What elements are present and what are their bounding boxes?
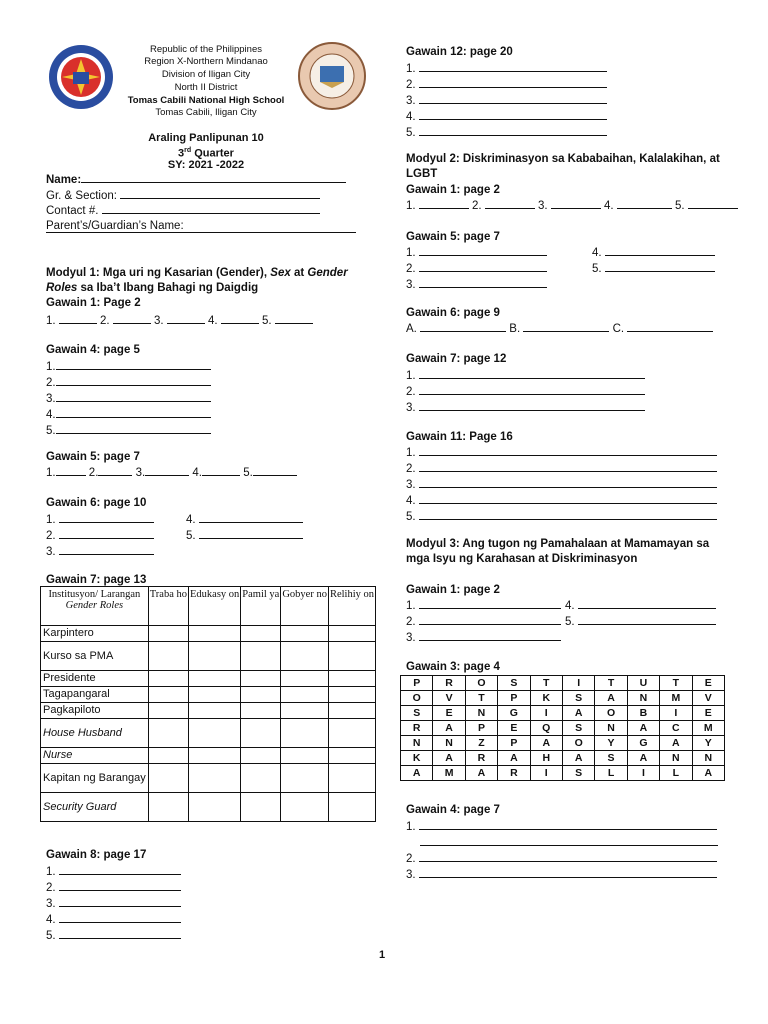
quarter-number: 3	[178, 147, 185, 160]
grid-letter[interactable]: R	[433, 676, 465, 691]
grid-letter[interactable]: T	[595, 676, 627, 691]
quarter-suffix: rd	[184, 147, 192, 154]
quarter-word: Quarter	[194, 147, 234, 160]
m2-gawain5-heading: Gawain 5: page 7	[406, 231, 500, 243]
m3-gawain1-heading: Gawain 1: page 2	[406, 584, 500, 596]
modyul1-title: Modyul 1: Mga uri ng Kasarian (Gender), Sex at Gender	[46, 267, 348, 279]
grid-letter[interactable]: P	[498, 691, 530, 706]
grid-letter[interactable]: B	[627, 706, 659, 721]
grid-row	[401, 751, 725, 766]
grid-letter[interactable]: I	[562, 676, 594, 691]
page-number: 1	[379, 949, 386, 961]
grid-letter[interactable]: G	[498, 706, 530, 721]
grid-letter[interactable]: A	[433, 751, 465, 766]
grid-letter[interactable]: S	[498, 676, 530, 691]
table-row: Kapitan ng Barangay	[41, 764, 376, 793]
m2-gawain6-heading: Gawain 6: page 9	[406, 307, 500, 319]
grid-letter[interactable]: N	[465, 706, 497, 721]
modyul2-title: Modyul 2: Diskriminasyon sa Kababaihan, Kalalakihan, at LGBT	[406, 153, 720, 180]
grid-letter[interactable]: M	[433, 766, 465, 781]
grid-letter[interactable]: I	[530, 766, 562, 781]
grid-letter[interactable]: A	[627, 721, 659, 736]
modyul1-title-cont: Roles sa Iba’t Ibang Bahagi ng Daigdig	[46, 282, 259, 294]
school-year: SY: 2021 -2022	[167, 159, 245, 171]
grid-letter[interactable]: A	[562, 706, 594, 721]
quarter-title	[86, 145, 326, 160]
header-line: Republic of the Philippines	[150, 44, 262, 55]
grid-letter[interactable]: N	[401, 736, 433, 751]
grid-letter[interactable]: S	[562, 721, 594, 736]
contact-field[interactable]	[46, 203, 320, 219]
grid-letter[interactable]: A	[465, 766, 497, 781]
grid-letter[interactable]: S	[595, 751, 627, 766]
m2-gawain1-heading: Gawain 1: page 2	[406, 184, 500, 196]
grid-letter[interactable]: M	[692, 721, 724, 736]
m1-gawain5-answers[interactable]: 1. 2. 3. 4. 5.	[46, 465, 297, 481]
grid-letter[interactable]: A	[660, 736, 692, 751]
grid-letter[interactable]: A	[433, 721, 465, 736]
header-line: Region X-Northern Mindanao	[144, 56, 268, 67]
table-header: Pamil ya	[241, 587, 281, 626]
m3-gawain4-heading: Gawain 4: page 7	[406, 804, 500, 816]
m3-gawain1-col2[interactable]: 4. 5.	[565, 598, 716, 630]
grid-letter[interactable]: N	[692, 751, 724, 766]
m1-gawain8-heading: Gawain 8: page 17	[46, 849, 147, 861]
grid-letter[interactable]: P	[401, 676, 433, 691]
m1-gawain1-answers[interactable]: 1. 2. 3. 4. 5.	[46, 313, 313, 329]
m1-gawain12-list[interactable]: 1. 2. 3. 4. 5.	[406, 61, 607, 141]
contact-label: Contact #.	[46, 205, 99, 217]
grid-letter[interactable]: I	[627, 766, 659, 781]
grid-letter[interactable]: K	[401, 751, 433, 766]
table-row: Tagapangaral	[41, 687, 376, 703]
grid-letter[interactable]: O	[562, 736, 594, 751]
grid-letter[interactable]: N	[627, 691, 659, 706]
table-header: Edukasy on	[189, 587, 241, 626]
grid-letter[interactable]: S	[562, 691, 594, 706]
m2-gawain1-answers[interactable]: 1. 2. 3. 4. 5.	[406, 198, 738, 214]
grid-row	[401, 736, 725, 751]
grid-letter[interactable]: A	[530, 736, 562, 751]
m1-gawain4-list[interactable]: 1. 2. 3. 4. 5.	[46, 359, 211, 439]
grid-letter[interactable]: A	[595, 691, 627, 706]
grid-letter[interactable]: K	[530, 691, 562, 706]
grid-letter[interactable]: S	[401, 706, 433, 721]
school-address: Tomas Cabili, Iligan City	[155, 107, 257, 118]
table-row: House Husband	[41, 719, 376, 748]
grid-letter[interactable]: N	[595, 721, 627, 736]
school-name: Tomas Cabili National High School	[127, 95, 285, 106]
m2-gawain7-list[interactable]: 1. 2. 3.	[406, 368, 645, 416]
m1-gawain1-heading: Gawain 1: Page 2	[46, 297, 141, 309]
m2-gawain11-list[interactable]: 1. 2. 3. 4. 5.	[406, 445, 717, 525]
table-row: Security Guard	[41, 793, 376, 822]
grid-letter[interactable]: T	[660, 676, 692, 691]
grid-letter[interactable]: I	[530, 706, 562, 721]
grid-letter[interactable]: U	[627, 676, 659, 691]
table-row: Kurso sa PMA	[41, 642, 376, 671]
grade-section-field[interactable]	[46, 188, 320, 204]
m3-gawain3-heading: Gawain 3: page 4	[406, 661, 500, 673]
grid-letter[interactable]: C	[660, 721, 692, 736]
m3-gawain4-list[interactable]: 1. 2. 3.	[406, 819, 718, 883]
m2-gawain7-heading: Gawain 7: page 12	[406, 353, 507, 365]
grid-row	[401, 706, 725, 721]
name-field[interactable]	[46, 172, 346, 188]
table-row: Pagkapiloto	[41, 703, 376, 719]
grid-letter[interactable]: E	[692, 706, 724, 721]
table-header: Relihiy on	[328, 587, 375, 626]
m3-gawain1-col1[interactable]: 1. 2. 3.	[406, 598, 561, 646]
grid-letter[interactable]: Z	[465, 736, 497, 751]
grade-label: Gr. & Section:	[46, 190, 117, 202]
subject-title: Araling Panlipunan 10	[148, 132, 264, 144]
grid-row	[401, 676, 725, 691]
grid-letter[interactable]: I	[660, 706, 692, 721]
grid-letter[interactable]: A	[498, 751, 530, 766]
m2-gawain6-answers[interactable]: A. B. C.	[406, 321, 713, 337]
name-label: Name:	[46, 174, 82, 186]
grid-letter[interactable]: P	[498, 736, 530, 751]
grid-letter[interactable]: A	[401, 766, 433, 781]
parent-guardian-label: Parent’s/Guardian’s Name:	[46, 220, 184, 232]
grid-letter[interactable]: Y	[595, 736, 627, 751]
table-row: Presidente	[41, 671, 376, 687]
parent-guardian-field[interactable]	[46, 232, 356, 233]
table-header: Traba ho	[148, 587, 188, 626]
grid-letter[interactable]: A	[627, 751, 659, 766]
table-header: Institusyon/ Larangan Gender Roles	[41, 587, 149, 626]
table-header: Gobyer no	[281, 587, 329, 626]
grid-row	[401, 691, 725, 706]
grid-letter[interactable]: O	[401, 691, 433, 706]
grid-letter[interactable]: N	[433, 736, 465, 751]
grid-letter[interactable]: Q	[530, 721, 562, 736]
grid-letter[interactable]: L	[660, 766, 692, 781]
grid-letter[interactable]: N	[660, 751, 692, 766]
grid-letter[interactable]: O	[595, 706, 627, 721]
m2-gawain5-col1[interactable]: 1. 2. 3.	[406, 245, 547, 293]
grid-letter[interactable]: O	[465, 676, 497, 691]
grid-letter[interactable]: Y	[692, 736, 724, 751]
m1-gawain6-heading: Gawain 6: page 10	[46, 497, 147, 509]
grid-letter[interactable]: E	[498, 721, 530, 736]
m1-gawain12-heading: Gawain 12: page 20	[406, 46, 513, 58]
grid-letter[interactable]: V	[692, 691, 724, 706]
grid-letter[interactable]: R	[401, 721, 433, 736]
grid-letter[interactable]: E	[692, 676, 724, 691]
grid-letter[interactable]: S	[562, 766, 594, 781]
header-line: North II District	[174, 82, 238, 93]
m2-gawain11-heading: Gawain 11: Page 16	[406, 431, 513, 443]
table-row: Nurse	[41, 748, 376, 764]
grid-letter[interactable]: V	[433, 691, 465, 706]
grid-letter[interactable]: L	[595, 766, 627, 781]
grid-letter[interactable]: P	[465, 721, 497, 736]
m1-gawain6-col2[interactable]: 4. 5.	[186, 512, 303, 544]
modyul3-title: Modyul 3: Ang tugon ng Pamahalaan at Mamamayan sa mga Isyu ng Karahasan at Diskriminasyon	[406, 538, 710, 565]
grid-letter[interactable]: G	[627, 736, 659, 751]
grid-letter[interactable]: M	[660, 691, 692, 706]
grid-letter[interactable]: H	[530, 751, 562, 766]
grid-row	[401, 766, 725, 781]
gender-roles-table	[40, 586, 376, 822]
grid-letter[interactable]: R	[498, 766, 530, 781]
m1-gawain7-heading: Gawain 7: page 13	[46, 574, 147, 586]
word-search-grid	[400, 675, 725, 781]
m1-gawain5-heading: Gawain 5: page 7	[46, 451, 140, 463]
grid-letter[interactable]: A	[562, 751, 594, 766]
grid-letter[interactable]: T	[465, 691, 497, 706]
m2-gawain5-col2[interactable]: 4. 5.	[592, 245, 715, 277]
table-row: Karpintero	[41, 626, 376, 642]
grid-row	[401, 721, 725, 736]
m1-gawain6-col1[interactable]: 1. 2. 3.	[46, 512, 154, 560]
grid-letter[interactable]: A	[692, 766, 724, 781]
grid-letter[interactable]: R	[465, 751, 497, 766]
m1-gawain4-heading: Gawain 4: page 5	[46, 344, 140, 356]
grid-letter[interactable]: E	[433, 706, 465, 721]
m1-gawain8-list[interactable]: 1. 2. 3. 4. 5.	[46, 864, 181, 944]
header-line: Division of Iligan City	[161, 69, 251, 80]
grid-letter[interactable]: T	[530, 676, 562, 691]
